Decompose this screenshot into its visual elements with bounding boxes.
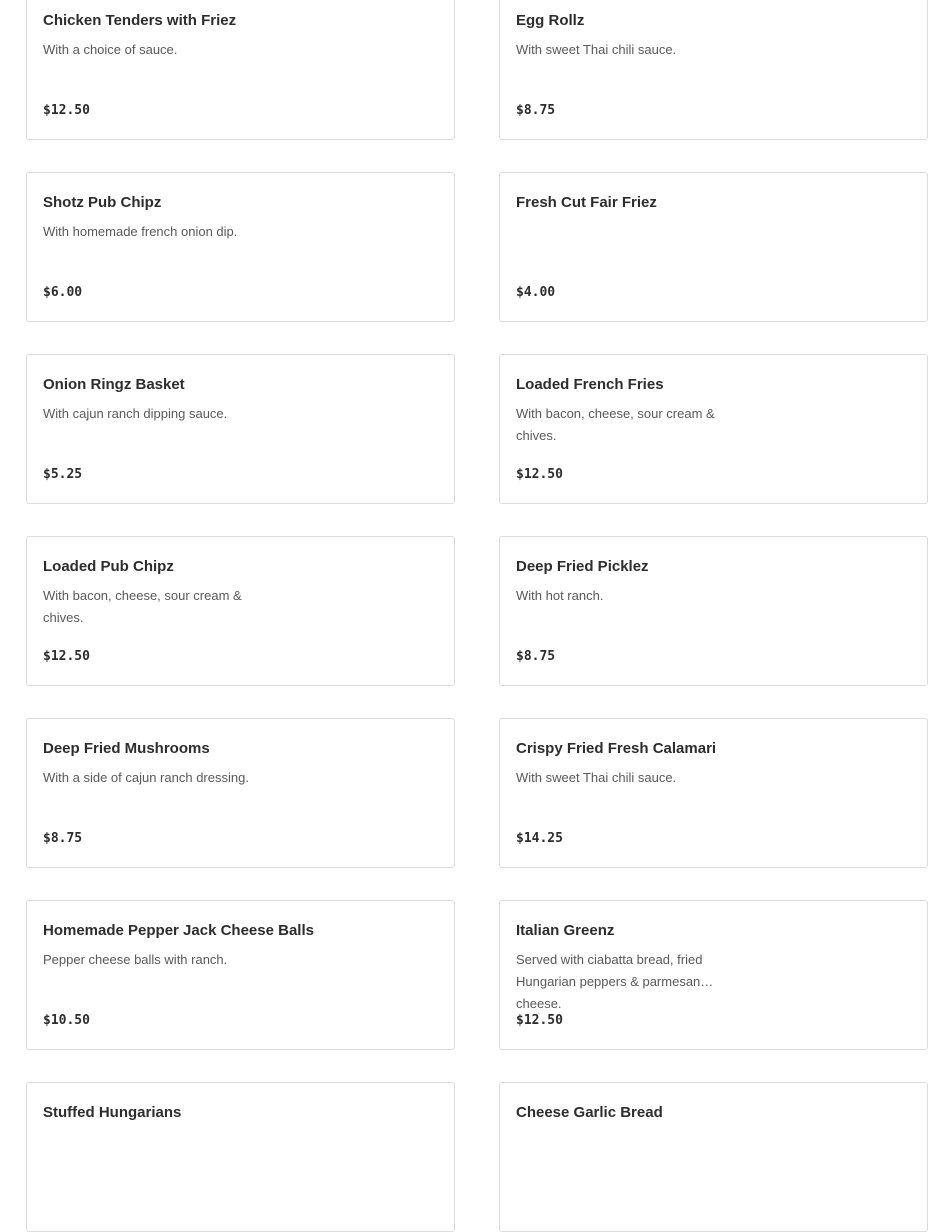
menu-item-card[interactable] [26,1082,455,1232]
menu-item-price: $4.00 [516,285,556,300]
menu-items-grid [26,0,928,1232]
menu-item-name: Deep Fried Picklez [516,558,649,575]
menu-item-card[interactable] [26,354,455,504]
menu-item-description: With sweet Thai chili sauce. [516,42,677,57]
menu-item-name: Homemade Pepper Jack Cheese Balls [43,922,314,939]
menu-item-price: $12.50 [516,467,563,482]
menu-item-description: With cajun ranch dipping sauce. [43,406,228,421]
menu-item-name: Deep Fried Mushrooms [43,740,210,757]
menu-item-description: With a side of cajun ranch dressing. [43,770,249,785]
menu-item-name: Loaded French Fries [516,376,664,393]
menu-item-description: Pepper cheese balls with ranch. [43,952,228,967]
menu-item-price: $10.50 [43,1013,90,1028]
menu-item-card[interactable] [26,718,455,868]
menu-item-name: Chicken Tenders with Friez [43,12,237,29]
menu-item-description: Served with ciabatta bread, fried Hungarian peppers & parmesan cheese. [516,952,703,1011]
menu-item-card[interactable] [499,536,928,686]
menu-item-price: $12.50 [43,103,90,118]
menu-item-name: Stuffed Hungarians [43,1104,182,1121]
menu-item-card[interactable] [499,172,928,322]
menu-item-card[interactable] [499,718,928,868]
menu-item-price: $12.50 [516,1013,563,1028]
menu-item-name: Onion Ringz Basket [43,376,185,393]
menu-item-card[interactable] [499,354,928,504]
menu-item-card[interactable] [26,0,455,140]
menu-item-description: With sweet Thai chili sauce. [516,770,677,785]
menu-item-name: Crispy Fried Fresh Calamari [516,740,717,757]
menu-item-card[interactable] [26,172,455,322]
menu-item-price: $5.25 [43,467,83,482]
menu-item-name: Fresh Cut Fair Friez [516,194,657,211]
menu-item-price: $8.75 [516,649,556,664]
menu-item-name: Italian Greenz [516,922,615,939]
menu-item-price: $6.00 [43,285,83,300]
menu-item-price: $8.75 [43,831,83,846]
menu-item-name: Loaded Pub Chipz [43,558,174,575]
menu-item-price: $8.75 [516,103,556,118]
menu-item-price: $12.50 [43,649,90,664]
menu-item-card[interactable] [499,1082,928,1232]
menu-item-name: Shotz Pub Chipz [43,194,162,211]
menu-item-card[interactable] [26,536,455,686]
menu-item-card[interactable] [499,0,928,140]
menu-item-description: With homemade french onion dip. [43,224,238,239]
menu-item-price: $14.25 [516,831,563,846]
menu-item-description: With bacon, cheese, sour cream & chives. [516,406,715,443]
menu-item-card[interactable] [26,900,455,1050]
menu-item-description: With hot ranch. [516,588,604,603]
menu-item-name: Egg Rollz [516,12,585,29]
menu-item-description: With bacon, cheese, sour cream & chives. [43,588,242,625]
menu-item-description: With a choice of sauce. [43,42,178,57]
menu-item-name: Cheese Garlic Bread [516,1104,663,1121]
menu-item-card[interactable] [499,900,928,1050]
